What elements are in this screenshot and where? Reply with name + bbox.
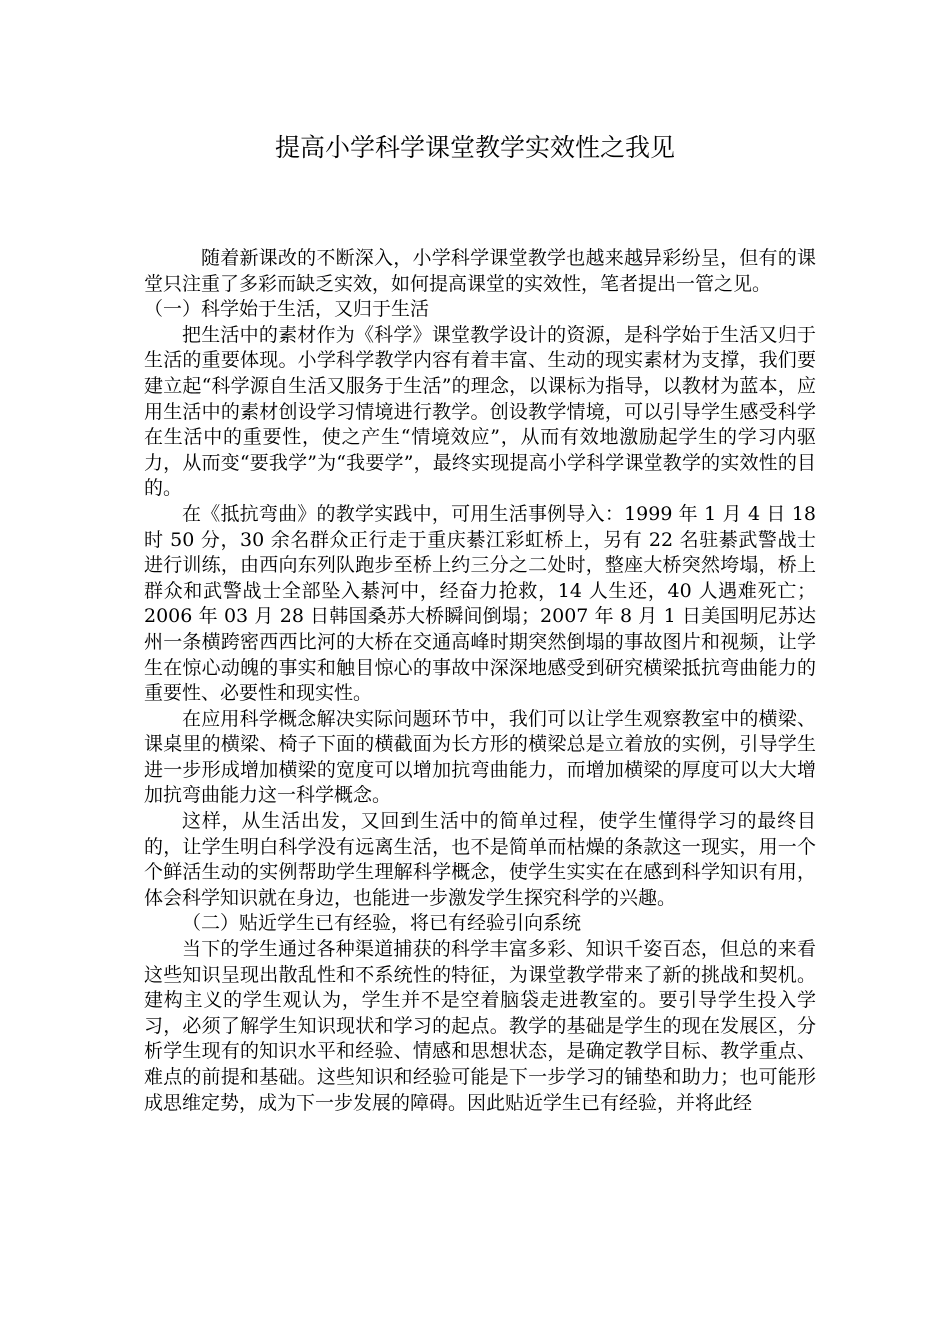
paragraph-4: 这样，从生活出发，又回到生活中的简单过程，使学生懂得学习的最终目的，让学生明白科学没有远离生活，也不是简单而枯燥的条款这一现实，用一个个鲜活生动的实例帮助学生理解科学概念，使学生实实在在感到科学知识有用，体会科学知识就在身边，也能进一步激发学生探究科学的兴趣。 bbox=[144, 810, 816, 909]
section-heading-1: （一）科学始于生活，又归于生活 bbox=[144, 298, 430, 321]
paragraph-2: 在《抵抗弯曲》的教学实践中，可用生活事例导入：1999 年 1 月 4 日 18 时 50 分，30 余名群众正行走于重庆綦江彩虹桥上，另有 22 名驻綦武警战士进行训练，由西向东列队跑步至桥上约三分之二处时，整座大桥突然垮塌，桥上群众和武警战士全部坠入綦河中，经奋力抢救，14 人生还，40 人遇难死亡；2006 年 03 月 28 日韩国桑苏大桥瞬间倒塌；2007 年 8 月 1 日美国明尼苏达州一条横跨密西西比河的大桥在交通高峰时期突然倒塌的事故图片和视频，让学生在惊心动魄的事实和触目惊心的事故中深深地感受到研究横梁抵抗弯曲能力的重要性、必要性和现实性。 bbox=[144, 502, 816, 705]
document-body bbox=[144, 246, 816, 1116]
document-title: 提高小学科学课堂教学实效性之我见 bbox=[274, 133, 675, 162]
paragraph-5: 当下的学生通过各种渠道捕获的科学丰富多彩、知识千姿百态，但总的来看这些知识呈现出散乱性和不系统性的特征，为课堂教学带来了新的挑战和契机。建构主义的学生观认为，学生并不是空着脑袋走进教室的。要引导学生投入学习，必须了解学生知识现状和学习的起点。教学的基础是学生的现在发展区，分析学生现有的知识水平和经验、情感和思想状态，是确定教学目标、教学重点、难点的前提和基础。这些知识和经验可能是下一步学习的铺垫和助力；也可能形成思维定势，成为下一步发展的障碍。因此贴近学生已有经验，并将此经 bbox=[144, 938, 816, 1114]
paragraph-1: 把生活中的素材作为《科学》课堂教学设计的资源，是科学始于生活又归于生活的重要体现。小学科学教学内容有着丰富、生动的现实素材为支撑，我们要建立起“科学源自生活又服务于生活”的理念，以课标为指导，以教材为蓝本，应用生活中的素材创设学习情境进行教学。创设教学情境，可以引导学生感受科学在生活中的重要性，使之产生“情境效应”，从而有效地激励起学生的学习内驱力，从而变“要我学”为“我要学”，最终实现提高小学科学课堂教学的实效性的目的。 bbox=[144, 323, 816, 500]
section-heading-2: （二）贴近学生已有经验，将已有经验引向系统 bbox=[182, 912, 582, 935]
intro-paragraph: 随着新课改的不断深入，小学科学课堂教学也越来越异彩纷呈，但有的课堂只注重了多彩而缺乏实效，如何提高课堂的实效性，笔者提出一管之见。 bbox=[144, 247, 816, 295]
paragraph-3: 在应用科学概念解决实际问题环节中，我们可以让学生观察教室中的横梁、课桌里的横梁、椅子下面的横截面为长方形的横梁总是立着放的实例，引导学生进一步形成增加横梁的宽度可以增加抗弯曲能力，而增加横梁的厚度可以大大增加抗弯曲能力这一科学概念。 bbox=[144, 707, 816, 807]
